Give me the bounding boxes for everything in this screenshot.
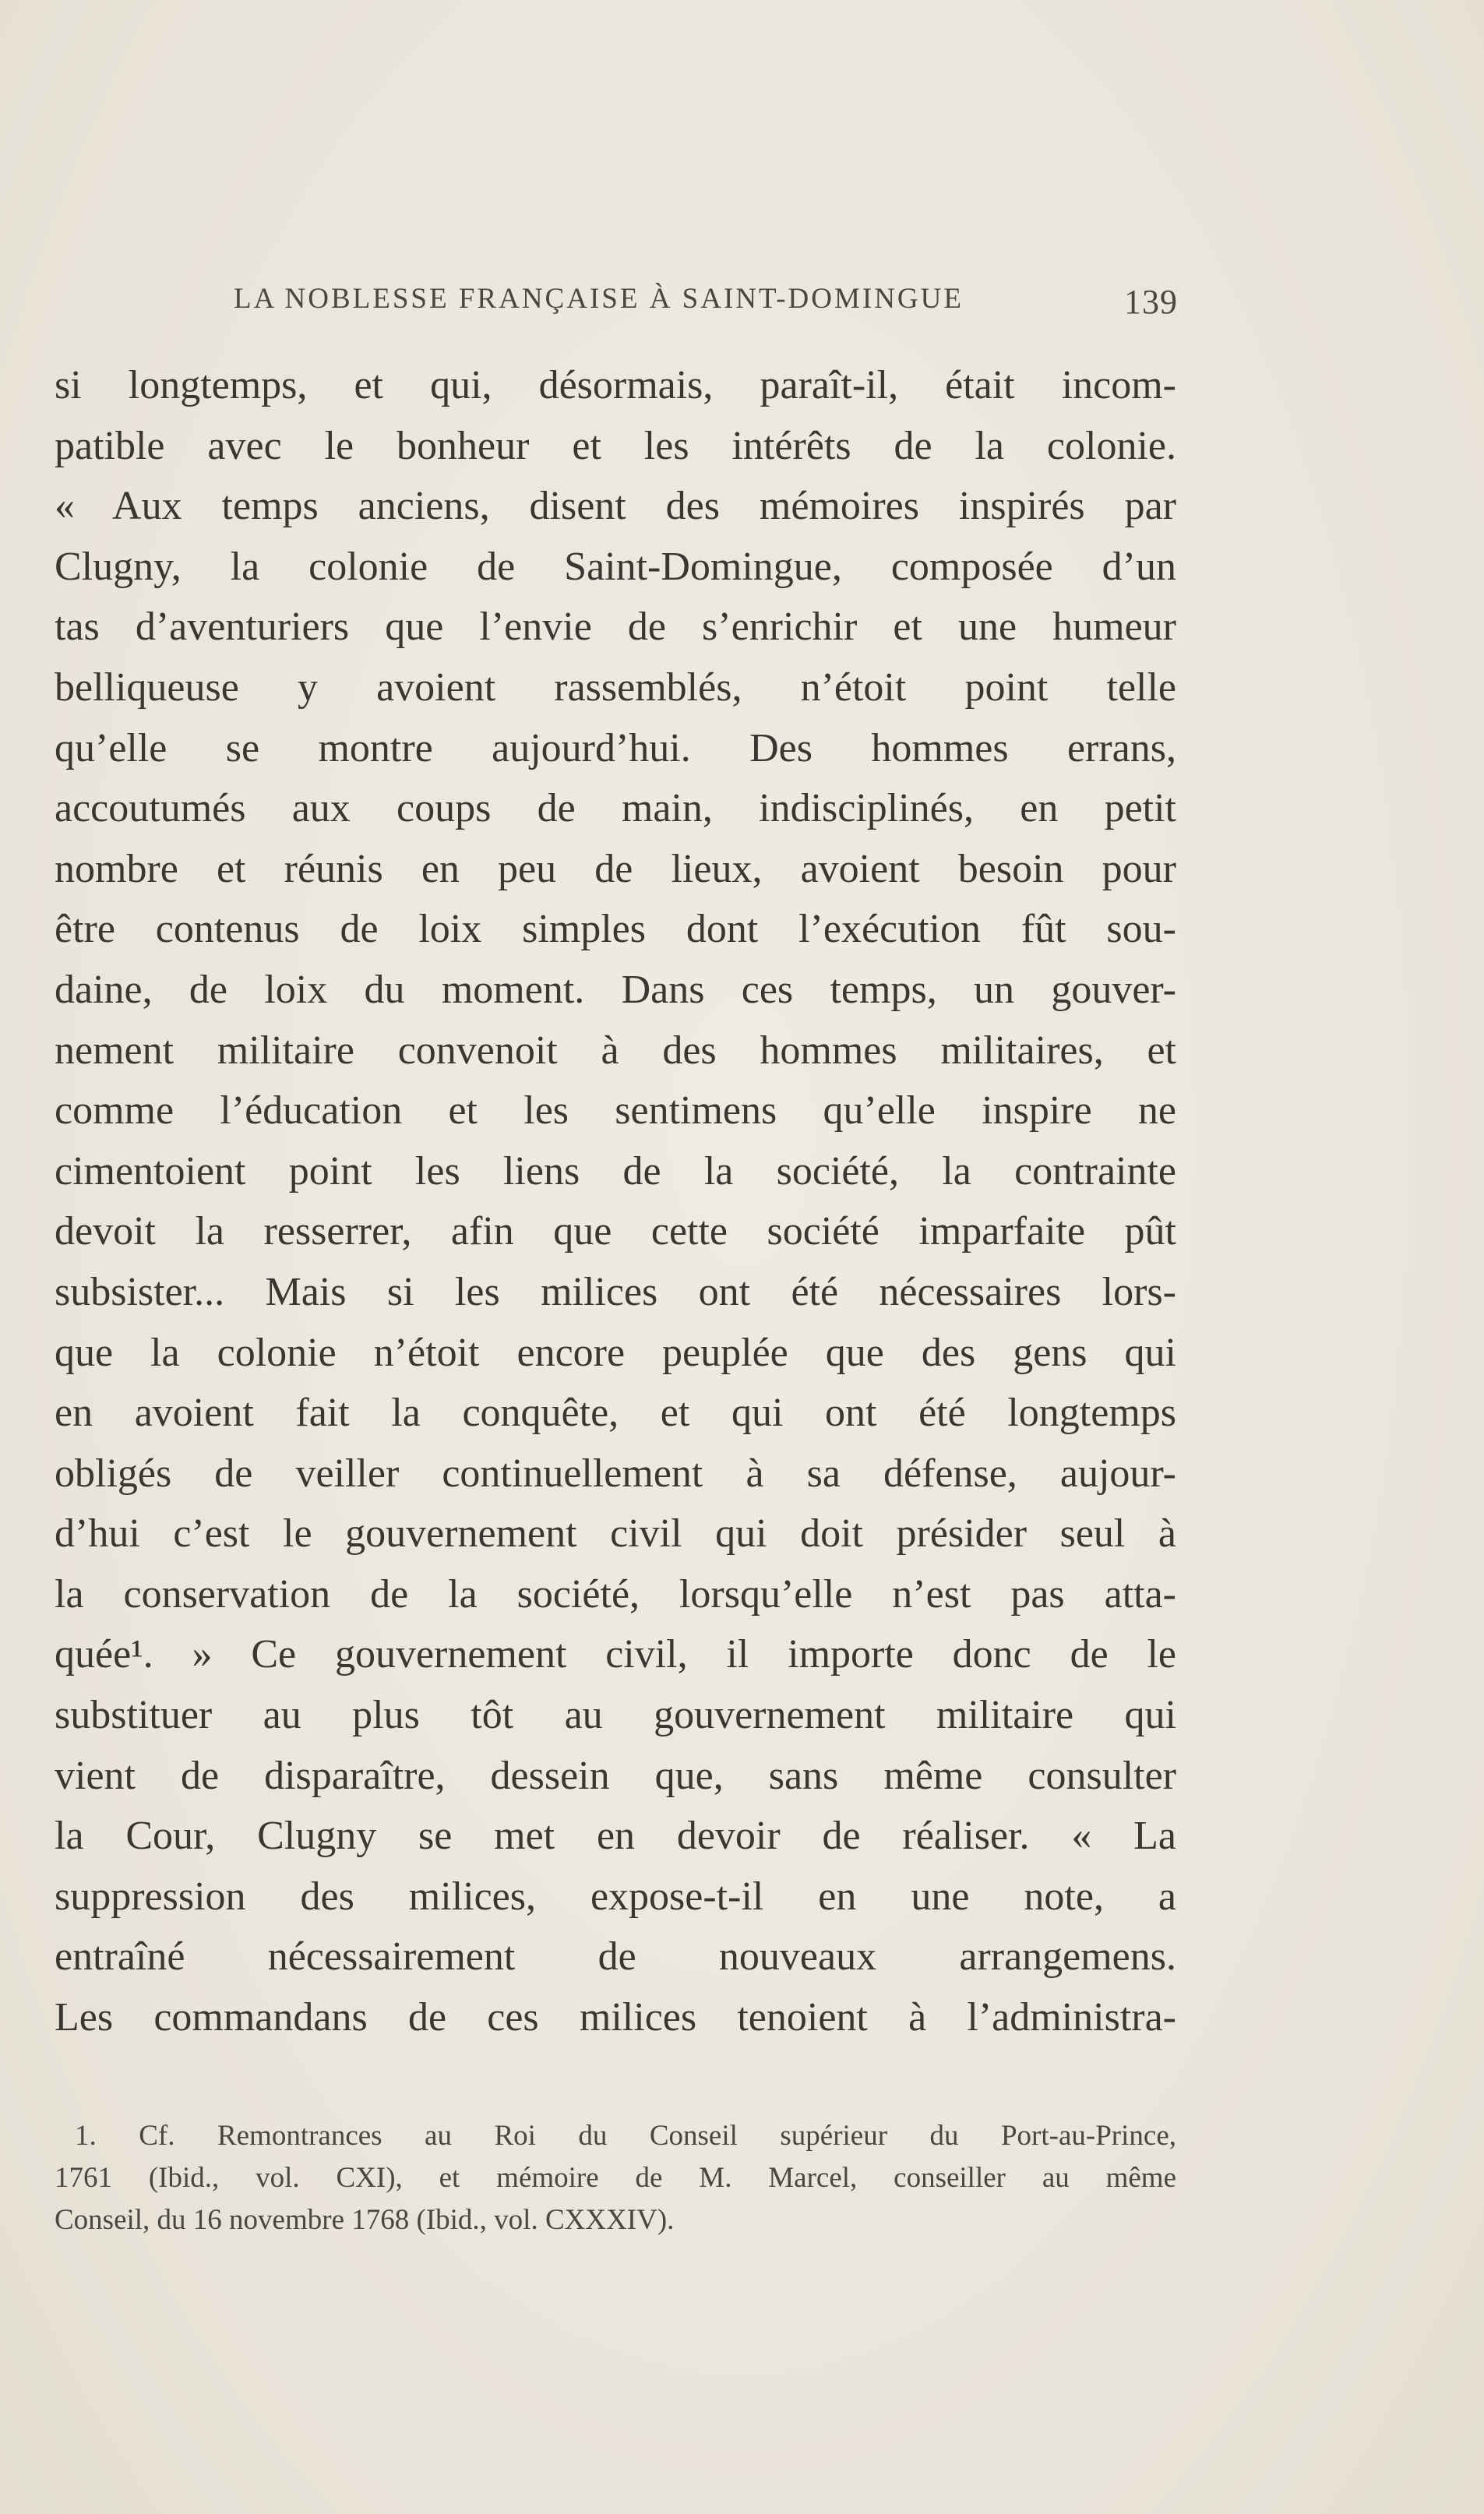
text-line: nombre et réunis en peu de lieux, avoient besoin pour	[55, 846, 1176, 891]
text-line: la Cour, Clugny se met en devoir de réaliser. « La	[55, 1814, 1176, 1859]
text-line: entraîné nécessairement de nouveaux arrangemens.	[55, 1934, 1176, 1980]
text-line: Clugny, la colonie de Saint-Domingue, composée d’un	[55, 544, 1176, 589]
text-line: quée¹. » Ce gouvernement civil, il importe donc de le	[55, 1632, 1176, 1677]
text-line: belliqueuse y avoient rassemblés, n’étoit point telle	[55, 665, 1176, 710]
text-line: « Aux temps anciens, disent des mémoires inspirés par	[55, 484, 1176, 529]
footnote-line: 1761 (Ibid., vol. CXI), et mémoire de M. Marcel, conseiller au même	[55, 2162, 1176, 2194]
text-line: obligés de veiller continuellement à sa défense, aujour-	[55, 1451, 1176, 1496]
text-line: qu’elle se montre aujourd’hui. Des hommes errans,	[55, 725, 1176, 770]
running-header	[234, 282, 1178, 329]
text-line: que la colonie n’étoit encore peuplée que des gens qui	[55, 1330, 1176, 1375]
text-line: patible avec le bonheur et les intérêts de la colonie.	[55, 423, 1176, 468]
text-line: devoit la resserrer, afin que cette société imparfaite pût	[55, 1209, 1176, 1254]
text-line: substituer au plus tôt au gouvernement militaire qui	[55, 1693, 1176, 1738]
header-title: LA NOBLESSE FRANÇAISE À SAINT-DOMINGUE	[234, 283, 964, 315]
footnote-line: 1. Cf. Remontrances au Roi du Conseil supérieur du Port-au-Prince,	[75, 2120, 1176, 2152]
text-line: si longtemps, et qui, désormais, paraît-il, était incom-	[55, 363, 1176, 407]
body-text	[55, 355, 1176, 2048]
footnote-line: Conseil, du 16 novembre 1768 (Ibid., vol. CXXXIV).	[55, 2204, 675, 2236]
text-line: Les commandans de ces milices tenoient à l’administra-	[55, 1995, 1176, 2040]
text-line: tas d’aventuriers que l’envie de s’enrichir et une humeur	[55, 605, 1176, 650]
text-line: accoutumés aux coups de main, indisciplinés, en petit	[55, 786, 1176, 831]
text-line: cimentoient point les liens de la société, la contrainte	[55, 1148, 1176, 1194]
text-line: d’hui c’est le gouvernement civil qui doit présider seul à	[55, 1511, 1176, 1557]
text-line: subsister... Mais si les milices ont été nécessaires lors-	[55, 1269, 1176, 1314]
page-number: 139	[1124, 283, 1178, 321]
text-line: nement militaire convenoit à des hommes militaires, et	[55, 1028, 1176, 1073]
text-line: la conservation de la société, lorsqu’elle n’est pas atta-	[55, 1571, 1176, 1617]
text-line: vient de disparaître, dessein que, sans même consulter	[55, 1753, 1176, 1798]
footnotes	[55, 2115, 1176, 2241]
text-line: en avoient fait la conquête, et qui ont été longtemps	[55, 1391, 1176, 1436]
text-line: comme l’éducation et les sentimens qu’elle inspire ne	[55, 1088, 1176, 1134]
text-line: daine, de loix du moment. Dans ces temps, un gouver-	[55, 967, 1176, 1012]
text-line: suppression des milices, expose-t-il en une note, a	[55, 1874, 1176, 1919]
text-line: être contenus de loix simples dont l’exécution fût sou-	[55, 907, 1176, 952]
